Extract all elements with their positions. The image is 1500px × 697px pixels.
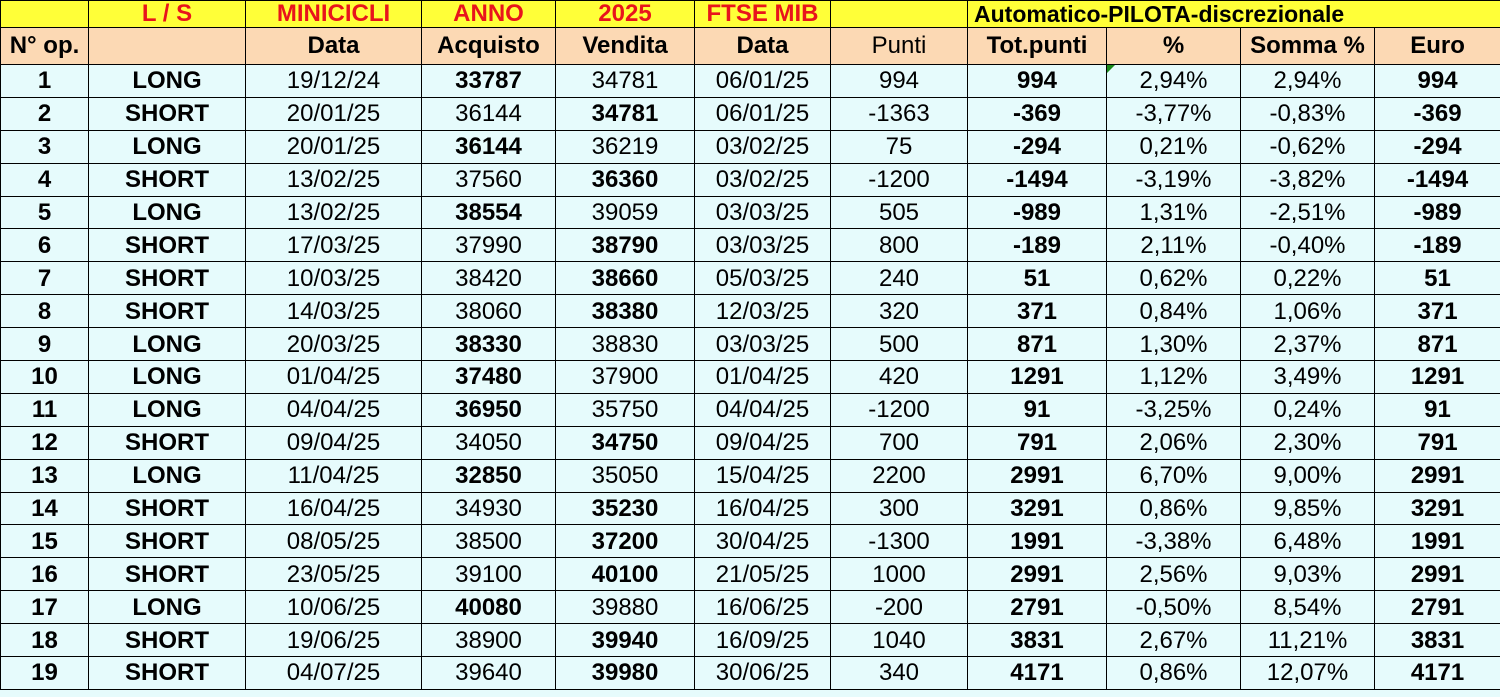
cell-op: 14 [1,492,89,525]
cell-op: 17 [1,591,89,624]
cell-op: 18 [1,624,89,657]
header-row [1,28,1500,65]
cell-type: SHORT [89,624,246,657]
cell-op: 16 [1,558,89,591]
cell-tot-punti: 2991 [968,558,1107,591]
cell-tot-punti: -189 [968,229,1107,262]
cell-type: SHORT [89,492,246,525]
cell-acquisto: 39100 [422,558,556,591]
cell-vendita: 35230 [556,492,695,525]
cell-pct: 6,70% [1107,459,1241,492]
cell-acquisto: 32850 [422,459,556,492]
cell-euro: -989 [1375,196,1500,229]
table-row [1,361,1500,394]
cell-type: LONG [89,130,246,163]
cell-vendita: 35750 [556,393,695,426]
cell-data-in: 01/04/25 [246,361,422,394]
cell-type: LONG [89,591,246,624]
cell-data-in: 20/01/25 [246,130,422,163]
cell-type: SHORT [89,525,246,558]
cell-pct: 0,84% [1107,295,1241,328]
cell-pct: -3,77% [1107,97,1241,130]
cell-tot-punti: 1291 [968,361,1107,394]
cell-vendita: 37900 [556,361,695,394]
cell-punti: 700 [831,426,968,459]
cell-vendita: 39059 [556,196,695,229]
cell-tot-punti: 371 [968,295,1107,328]
cell-euro: 3831 [1375,624,1500,657]
cell-tot-punti: -989 [968,196,1107,229]
title-minicicli: MINICICLI [246,1,422,28]
cell-op: 1 [1,65,89,98]
cell-acquisto: 34050 [422,426,556,459]
cell-type: LONG [89,459,246,492]
cell-pct: 2,56% [1107,558,1241,591]
table-row [1,130,1500,163]
cell-pct: 0,86% [1107,657,1241,690]
cell-data-in: 13/02/25 [246,163,422,196]
cell-type: LONG [89,393,246,426]
header-ls [89,28,246,65]
cell-punti: -1200 [831,393,968,426]
cell-somma-pct: 2,37% [1241,328,1375,361]
header-op: N° op. [1,28,89,65]
cell-acquisto: 38330 [422,328,556,361]
cell-data-out: 06/01/25 [695,65,831,98]
cell-vendita: 40100 [556,558,695,591]
cell-tot-punti: 2991 [968,459,1107,492]
table-row [1,459,1500,492]
cell-somma-pct: 12,07% [1241,657,1375,690]
cell-acquisto: 38554 [422,196,556,229]
cell-data-in: 04/04/25 [246,393,422,426]
table-row [1,196,1500,229]
cell-pct: 1,12% [1107,361,1241,394]
table-row [1,262,1500,295]
table-row [1,525,1500,558]
cell-pct: 2,11% [1107,229,1241,262]
header-tot-punti: Tot.punti [968,28,1107,65]
table-row [1,492,1500,525]
cell-vendita: 39880 [556,591,695,624]
cell-tot-punti: 3291 [968,492,1107,525]
cell-data-out: 09/04/25 [695,426,831,459]
cell-op: 2 [1,97,89,130]
cell-acquisto: 34930 [422,492,556,525]
cell-acquisto: 37990 [422,229,556,262]
cell-op: 19 [1,657,89,690]
title-year: 2025 [556,1,695,28]
title-empty-cell-2 [831,1,968,28]
cell-data-in: 10/06/25 [246,591,422,624]
cell-punti: 75 [831,130,968,163]
cell-vendita: 34750 [556,426,695,459]
cell-tot-punti: 2791 [968,591,1107,624]
cell-data-out: 15/04/25 [695,459,831,492]
cell-tot-punti: 3831 [968,624,1107,657]
cell-vendita: 35050 [556,459,695,492]
cell-data-out: 12/03/25 [695,295,831,328]
cell-somma-pct: 2,94% [1241,65,1375,98]
cell-tot-punti: 871 [968,328,1107,361]
cell-op: 15 [1,525,89,558]
title-mode: Automatico-PILOTA-discrezionale [968,1,1500,28]
cell-somma-pct: 3,49% [1241,361,1375,394]
cell-euro: 51 [1375,262,1500,295]
cell-somma-pct: 6,48% [1241,525,1375,558]
header-acquisto: Acquisto [422,28,556,65]
cell-acquisto: 38060 [422,295,556,328]
cell-punti: 1000 [831,558,968,591]
cell-acquisto: 38900 [422,624,556,657]
cell-punti: 420 [831,361,968,394]
cell-punti: 340 [831,657,968,690]
header-euro: Euro [1375,28,1500,65]
cell-vendita: 37200 [556,525,695,558]
cell-euro: 3291 [1375,492,1500,525]
cell-type: SHORT [89,426,246,459]
cell-data-in: 20/01/25 [246,97,422,130]
cell-punti: 240 [831,262,968,295]
table-row [1,591,1500,624]
cell-punti: -1300 [831,525,968,558]
cell-vendita: 38830 [556,328,695,361]
cell-tot-punti: -294 [968,130,1107,163]
cell-pct: 2,06% [1107,426,1241,459]
title-empty-cell [1,1,89,28]
cell-vendita: 34781 [556,97,695,130]
cell-type: LONG [89,65,246,98]
cell-pct: -3,38% [1107,525,1241,558]
cell-type: SHORT [89,558,246,591]
cell-euro: -1494 [1375,163,1500,196]
cell-data-in: 10/03/25 [246,262,422,295]
cell-data-out: 03/02/25 [695,163,831,196]
cell-vendita: 36360 [556,163,695,196]
cell-acquisto: 37480 [422,361,556,394]
cell-pct: 0,21% [1107,130,1241,163]
cell-op: 3 [1,130,89,163]
title-row [1,1,1500,28]
cell-data-in: 20/03/25 [246,328,422,361]
title-ftse: FTSE MIB [695,1,831,28]
cell-acquisto: 38420 [422,262,556,295]
cell-somma-pct: -2,51% [1241,196,1375,229]
cell-vendita: 39980 [556,657,695,690]
cell-somma-pct: 11,21% [1241,624,1375,657]
cell-vendita: 39940 [556,624,695,657]
cell-acquisto: 40080 [422,591,556,624]
cell-pct [1107,65,1241,98]
cell-euro: 2991 [1375,459,1500,492]
cell-somma-pct: 8,54% [1241,591,1375,624]
cell-punti: 300 [831,492,968,525]
cell-somma-pct: 9,85% [1241,492,1375,525]
cell-somma-pct: -0,62% [1241,130,1375,163]
cell-tot-punti: 1991 [968,525,1107,558]
cell-vendita: 36219 [556,130,695,163]
cell-pct: -3,19% [1107,163,1241,196]
header-data-in: Data [246,28,422,65]
cell-op: 11 [1,393,89,426]
title-ls: L / S [89,1,246,28]
cell-data-out: 06/01/25 [695,97,831,130]
cell-data-out: 30/06/25 [695,657,831,690]
cell-pct: -3,25% [1107,393,1241,426]
cell-op: 10 [1,361,89,394]
cell-punti: -1363 [831,97,968,130]
table-row [1,393,1500,426]
cell-punti: 320 [831,295,968,328]
cell-tot-punti: 51 [968,262,1107,295]
cell-punti: 994 [831,65,968,98]
cell-data-out: 05/03/25 [695,262,831,295]
cell-punti: 800 [831,229,968,262]
cell-op: 5 [1,196,89,229]
cell-vendita: 38660 [556,262,695,295]
cell-tot-punti: -1494 [968,163,1107,196]
cell-op: 9 [1,328,89,361]
cell-pct: 0,86% [1107,492,1241,525]
table-row [1,657,1500,690]
cell-euro: 371 [1375,295,1500,328]
cell-op: 8 [1,295,89,328]
cell-op: 7 [1,262,89,295]
cell-punti: 505 [831,196,968,229]
cell-type: SHORT [89,229,246,262]
cell-data-in: 04/07/25 [246,657,422,690]
table-row [1,229,1500,262]
table-row [1,97,1500,130]
cell-type: SHORT [89,163,246,196]
cell-acquisto: 36144 [422,97,556,130]
cell-euro: -294 [1375,130,1500,163]
cell-punti: -1200 [831,163,968,196]
cell-data-in: 14/03/25 [246,295,422,328]
cell-data-out: 16/06/25 [695,591,831,624]
cell-op: 12 [1,426,89,459]
cell-somma-pct: -0,83% [1241,97,1375,130]
cell-data-in: 11/04/25 [246,459,422,492]
table-row [1,328,1500,361]
cell-euro: 91 [1375,393,1500,426]
cell-somma-pct: 0,22% [1241,262,1375,295]
table-row [1,65,1500,98]
cell-euro: 2991 [1375,558,1500,591]
cell-pct: 0,62% [1107,262,1241,295]
cell-somma-pct: 9,03% [1241,558,1375,591]
cell-type: SHORT [89,295,246,328]
cell-somma-pct: 0,24% [1241,393,1375,426]
cell-vendita: 38790 [556,229,695,262]
cell-pct-value: 2,94% [1139,67,1208,95]
table-row [1,163,1500,196]
cell-data-out: 03/02/25 [695,130,831,163]
cell-acquisto: 39640 [422,657,556,690]
cell-data-out: 04/04/25 [695,393,831,426]
cell-data-in: 13/02/25 [246,196,422,229]
cell-euro: 2791 [1375,591,1500,624]
cell-somma-pct: 9,00% [1241,459,1375,492]
cell-acquisto: 38500 [422,525,556,558]
title-anno: ANNO [422,1,556,28]
cell-punti: 500 [831,328,968,361]
cell-data-in: 19/06/25 [246,624,422,657]
header-data-out: Data [695,28,831,65]
cell-data-in: 08/05/25 [246,525,422,558]
cell-type: SHORT [89,657,246,690]
table-row [1,426,1500,459]
cell-pct: 1,30% [1107,328,1241,361]
cell-acquisto: 37560 [422,163,556,196]
cell-euro: 994 [1375,65,1500,98]
cell-tot-punti: 791 [968,426,1107,459]
cell-type: LONG [89,196,246,229]
cell-somma-pct: -3,82% [1241,163,1375,196]
cell-type: SHORT [89,262,246,295]
cell-vendita: 38380 [556,295,695,328]
cell-acquisto: 33787 [422,65,556,98]
cell-type: SHORT [89,97,246,130]
cell-tot-punti: -369 [968,97,1107,130]
cell-op: 4 [1,163,89,196]
header-somma-pct: Somma % [1241,28,1375,65]
cell-data-out: 03/03/25 [695,196,831,229]
cell-tot-punti: 994 [968,65,1107,98]
table-row [1,558,1500,591]
cell-euro: 1291 [1375,361,1500,394]
cell-acquisto: 36950 [422,393,556,426]
cell-euro: -369 [1375,97,1500,130]
cell-data-out: 01/04/25 [695,361,831,394]
cell-somma-pct: -0,40% [1241,229,1375,262]
cell-pct: 1,31% [1107,196,1241,229]
cell-somma-pct: 2,30% [1241,426,1375,459]
cell-data-out: 16/09/25 [695,624,831,657]
cell-euro: 4171 [1375,657,1500,690]
cell-punti: 2200 [831,459,968,492]
cell-data-in: 16/04/25 [246,492,422,525]
cell-euro: 791 [1375,426,1500,459]
cell-tot-punti: 4171 [968,657,1107,690]
cell-data-out: 16/04/25 [695,492,831,525]
cell-type: LONG [89,328,246,361]
cell-data-in: 19/12/24 [246,65,422,98]
cell-pct: -0,50% [1107,591,1241,624]
cell-data-out: 30/04/25 [695,525,831,558]
table-row [1,624,1500,657]
header-vendita: Vendita [556,28,695,65]
cell-pct: 2,67% [1107,624,1241,657]
header-pct: % [1107,28,1241,65]
cell-type: LONG [89,361,246,394]
cell-data-in: 17/03/25 [246,229,422,262]
cell-op: 6 [1,229,89,262]
cell-data-out: 03/03/25 [695,328,831,361]
cell-data-out: 21/05/25 [695,558,831,591]
cell-data-in: 23/05/25 [246,558,422,591]
header-punti: Punti [831,28,968,65]
cell-punti: -200 [831,591,968,624]
cell-vendita: 34781 [556,65,695,98]
cell-acquisto: 36144 [422,130,556,163]
cell-euro: -189 [1375,229,1500,262]
cell-somma-pct: 1,06% [1241,295,1375,328]
table-row [1,295,1500,328]
cell-euro: 1991 [1375,525,1500,558]
cell-data-out: 03/03/25 [695,229,831,262]
cell-euro: 871 [1375,328,1500,361]
cell-tot-punti: 91 [968,393,1107,426]
comment-marker-icon [1107,65,1115,73]
cell-data-in: 09/04/25 [246,426,422,459]
cell-op: 13 [1,459,89,492]
cell-punti: 1040 [831,624,968,657]
